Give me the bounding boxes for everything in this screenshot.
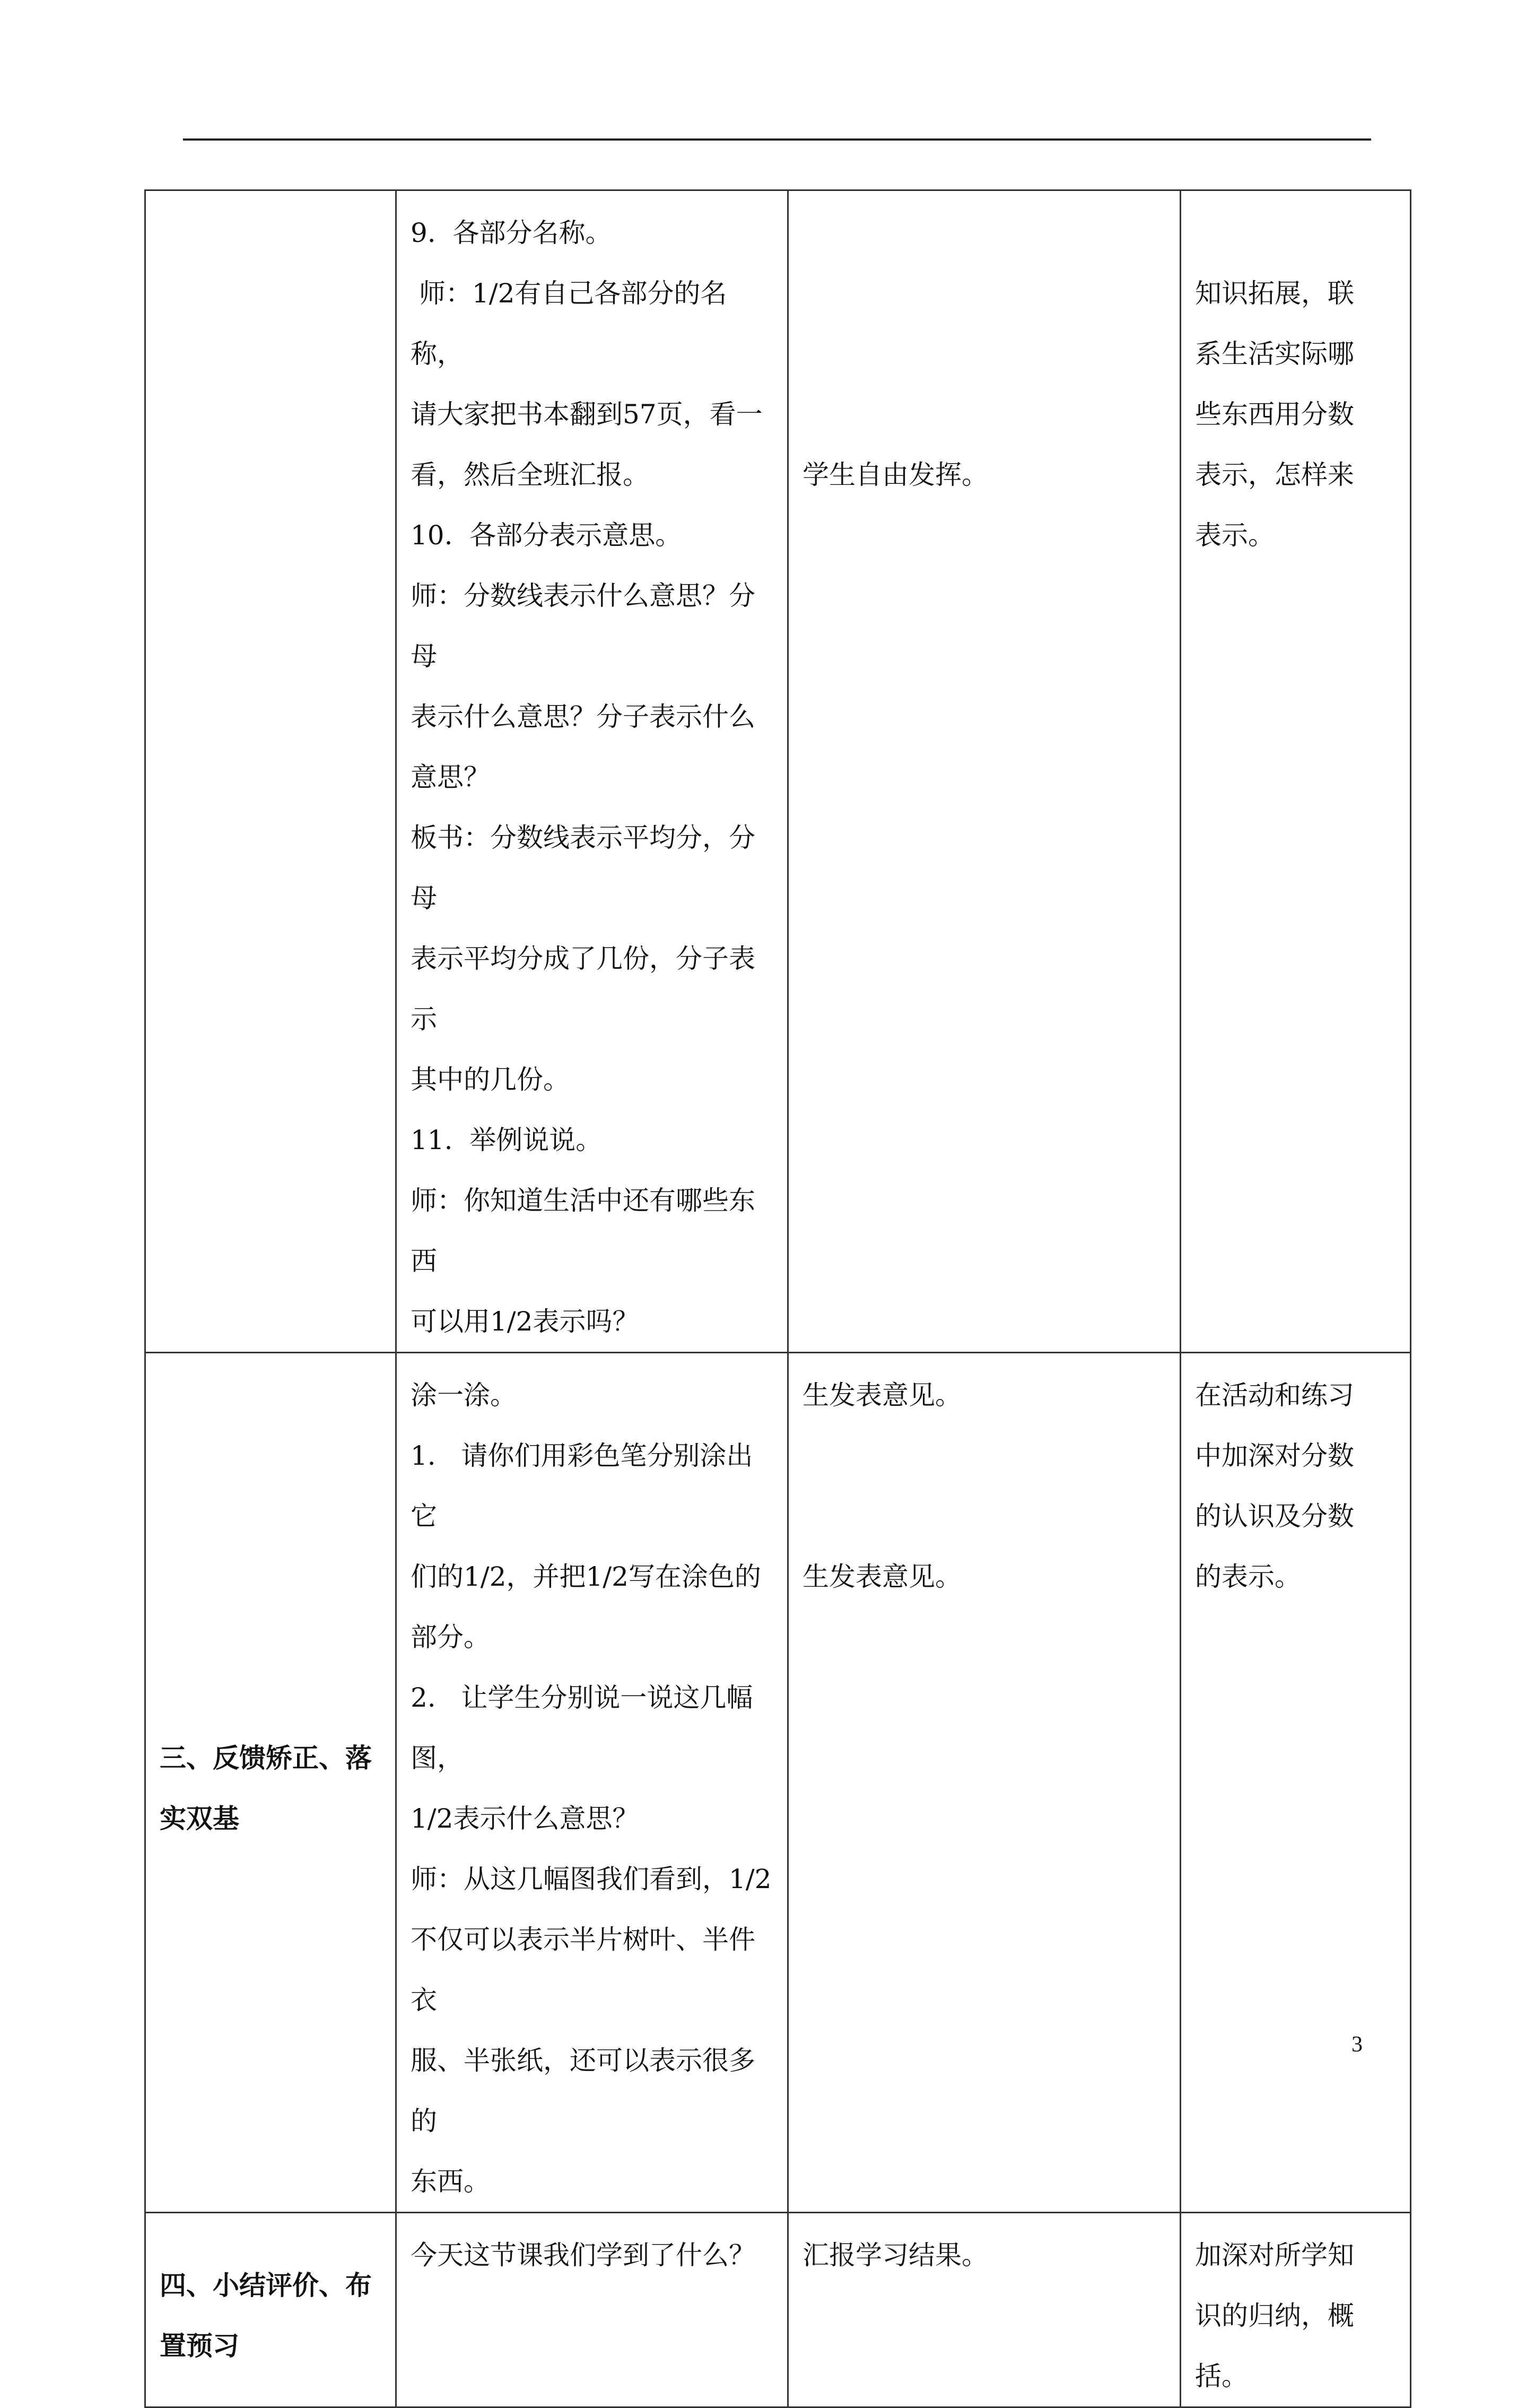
text-line: 系生活实际哪	[1195, 338, 1354, 369]
text-line: 请大家把书本翻到57页，看一	[411, 399, 763, 430]
text-line: 生发表意见。	[803, 1380, 962, 1411]
text-line: 10. 各部分表示意思。	[411, 520, 682, 551]
text-line: 板书：分数线表示平均分，分母	[411, 822, 755, 914]
text-line: 表示什么意思？分子表示什么	[411, 701, 755, 732]
text-line: 中加深对分数	[1195, 1440, 1354, 1471]
text-line: 的表示。	[1195, 1561, 1301, 1592]
student-activity-cell	[788, 1353, 1181, 2213]
text-line: 不仅可以表示半片树叶、半件衣	[411, 1924, 755, 2015]
text-line: 涂一涂。	[411, 1380, 517, 1411]
text-line: 表示，怎样来	[1195, 459, 1354, 490]
student-activity-cell	[788, 2213, 1181, 2407]
text-line: 学生自由发挥。	[803, 459, 988, 490]
text-line: 部分。	[411, 1622, 490, 1653]
text-line: 意思？	[411, 762, 490, 793]
text-line: 生发表意见。	[803, 1561, 962, 1592]
text-line: 加深对所学知	[1195, 2240, 1354, 2271]
text-line: 其中的几份。	[411, 1064, 570, 1095]
text-line: 11. 举例说说。	[411, 1125, 603, 1155]
text-line: 汇报学习结果。	[803, 2240, 988, 2271]
text-line: 服、半张纸，还可以表示很多的	[411, 2045, 755, 2136]
lesson-plan-table	[144, 189, 1411, 2408]
text-line: 知识拓展，联	[1195, 278, 1354, 309]
stage-title: 三、反馈矫正、落	[160, 1742, 372, 1774]
header-rule	[183, 138, 1371, 141]
text-line: 2. 让学生分别说一说这几幅图，	[411, 1682, 753, 1774]
student-activity-cell	[788, 190, 1181, 1353]
teacher-activity-cell	[396, 2213, 788, 2407]
table-row	[145, 1353, 1411, 2213]
text-line: 师：1/2有自己各部分的名称，	[411, 278, 727, 369]
text-line: 在活动和练习	[1195, 1380, 1354, 1411]
text-line: 表示。	[1195, 520, 1275, 551]
design-intent-cell	[1181, 2213, 1411, 2407]
design-intent-cell	[1181, 1353, 1411, 2213]
text-line: 东西。	[411, 2166, 490, 2197]
text-line: 括。	[1195, 2361, 1248, 2392]
text-line: 师：分数线表示什么意思？分母	[411, 580, 755, 672]
table-row	[145, 190, 1411, 1353]
text-line: 今天这节课我们学到了什么？	[411, 2240, 755, 2271]
stage-cell	[145, 190, 396, 1353]
text-line: 些东西用分数	[1195, 399, 1354, 430]
text-line: 1/2表示什么意思？	[411, 1803, 639, 1834]
stage-title: 四、小结评价、布	[160, 2270, 372, 2301]
stage-cell	[145, 1353, 396, 2213]
teacher-activity-cell	[396, 1353, 788, 2213]
text-line: 可以用1/2表示吗？	[411, 1306, 639, 1337]
text-line: 表示平均分成了几份，分子表示	[411, 943, 755, 1035]
teacher-activity-cell	[396, 190, 788, 1353]
table-row	[145, 2213, 1411, 2407]
stage-title: 实双基	[160, 1803, 239, 1834]
page-number: 3	[1351, 2032, 1363, 2057]
text-line: 识的归纳，概	[1195, 2300, 1354, 2331]
stage-cell	[145, 2213, 396, 2407]
text-line: 师：从这几幅图我们看到，1/2	[411, 1864, 772, 1894]
design-intent-cell	[1181, 190, 1411, 1353]
stage-title: 置预习	[160, 2330, 239, 2361]
text-line: 的认识及分数	[1195, 1501, 1354, 1532]
text-line: 看，然后全班汇报。	[411, 459, 649, 490]
text-line: 9. 各部分名称。	[411, 218, 612, 248]
text-line: 1. 请你们用彩色笔分别涂出它	[411, 1440, 753, 1532]
text-line: 师：你知道生活中还有哪些东西	[411, 1185, 755, 1276]
text-line: 们的1/2，并把1/2写在涂色的	[411, 1561, 761, 1592]
